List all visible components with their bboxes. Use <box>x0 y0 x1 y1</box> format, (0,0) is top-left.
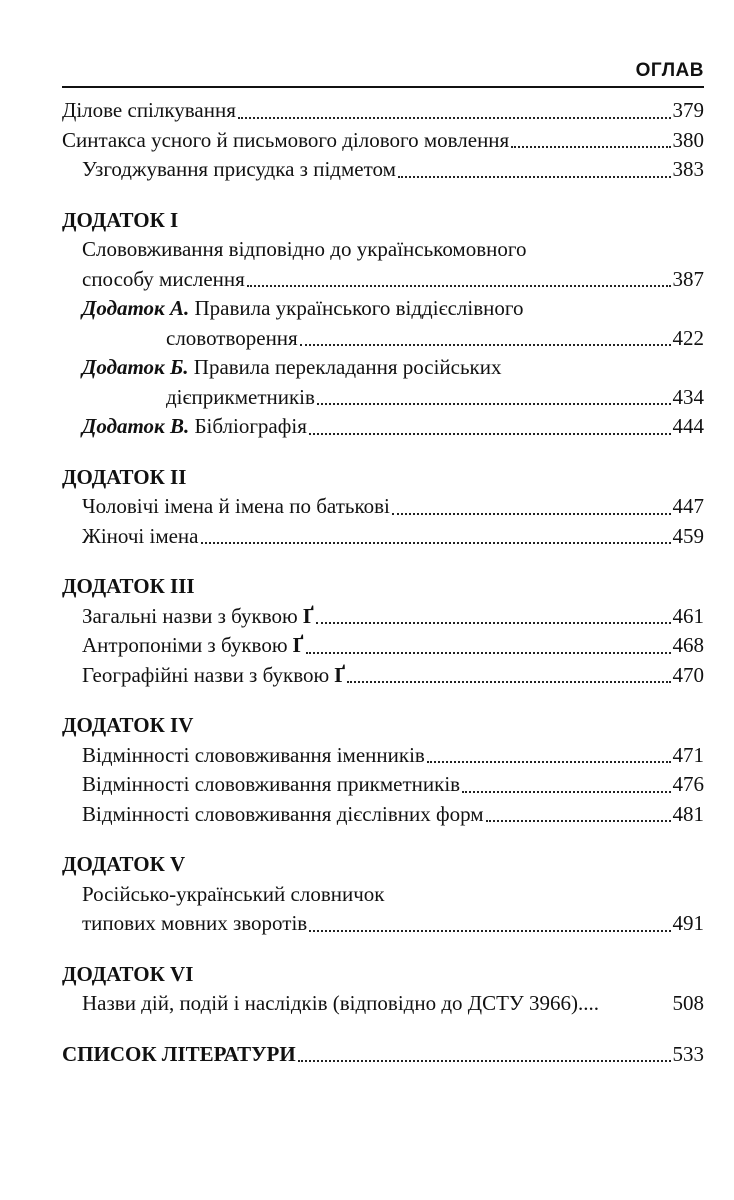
toc-entry-page: 468 <box>672 633 704 657</box>
toc-entry[interactable] <box>62 324 704 354</box>
toc-entry-title: Назви дій, подій і наслідків (відповідно до ДСТУ 3966).... <box>82 991 600 1015</box>
section-heading[interactable]: ДОДАТОК ІІ <box>62 464 187 489</box>
toc-entry-title: Узгоджування присудка з підметом <box>82 157 396 181</box>
toc-entry-page: 491 <box>672 911 704 935</box>
toc-entry-page: 508 <box>672 991 704 1015</box>
toc-entry-title: Ділове спілкування <box>62 98 236 122</box>
appendix-label: Додаток А. <box>82 296 190 320</box>
dot-leader <box>309 433 671 435</box>
toc-entry-title-cont: словотворення <box>166 325 298 350</box>
running-head: ОГЛАВ <box>635 60 704 81</box>
toc-entry[interactable] <box>62 800 704 830</box>
toc-entry-title: Російсько-український словничок <box>82 881 385 906</box>
toc-entry-page: 379 <box>672 98 704 122</box>
toc-entry-title: Антропоніми з буквою <box>82 633 288 657</box>
toc-entry-line1[interactable] <box>62 294 704 324</box>
toc-entry-page: 383 <box>672 157 704 181</box>
toc-entry-line1[interactable] <box>62 353 704 383</box>
dot-leader <box>511 146 670 148</box>
toc-entry-page: 387 <box>672 266 704 291</box>
toc-entry-title: Бібліографія <box>194 414 307 438</box>
toc-entry-line1[interactable] <box>62 880 704 910</box>
toc-entry-title: Синтакса усного й письмового ділового мовлення <box>62 127 510 152</box>
dot-leader <box>247 285 671 287</box>
dot-leader <box>201 542 671 544</box>
toc-entry[interactable] <box>62 661 704 691</box>
letter-ghe: Ґ <box>292 633 304 657</box>
toc-entry[interactable] <box>62 126 704 156</box>
toc-entry[interactable] <box>62 96 704 126</box>
toc-entry-page: 470 <box>672 662 704 687</box>
toc-entry[interactable] <box>62 492 704 522</box>
letter-ghe: Ґ <box>302 603 314 628</box>
toc-entry-title-cont: способу мислення <box>82 266 245 291</box>
dot-leader <box>238 117 671 119</box>
toc-entry-page: 471 <box>672 742 704 767</box>
dot-leader <box>427 761 671 763</box>
toc-entry-page: 481 <box>672 801 704 826</box>
toc-entry-page: 434 <box>672 384 704 409</box>
toc-entry-page: 476 <box>672 772 704 796</box>
toc-entry-title: Географійні назви з буквою <box>82 662 330 687</box>
toc-entry-title: Правила перекладання російських <box>193 355 502 379</box>
toc-entry-title: Жіночі імена <box>82 523 199 548</box>
toc-entry-title: Відмінності слововживання іменників <box>82 742 425 767</box>
section-heading[interactable]: ДОДАТОК ІІІ <box>62 574 195 598</box>
table-of-contents <box>62 96 704 1069</box>
toc-entry[interactable] <box>62 383 704 413</box>
dot-leader <box>306 652 671 654</box>
toc-entry[interactable] <box>62 989 704 1019</box>
dot-leader <box>309 930 670 932</box>
appendix-label: Додаток В. <box>82 414 190 438</box>
toc-entry-page: 447 <box>672 494 704 518</box>
toc-entry[interactable] <box>62 602 704 632</box>
header-rule <box>62 86 704 88</box>
dot-leader <box>316 622 671 624</box>
toc-entry[interactable] <box>62 909 704 939</box>
toc-entry[interactable] <box>62 631 704 661</box>
dot-leader <box>298 1060 671 1062</box>
dot-leader <box>300 344 671 346</box>
toc-entry[interactable] <box>62 155 704 185</box>
letter-ghe: Ґ <box>334 662 346 687</box>
toc-entry-page: 533 <box>672 1041 704 1066</box>
toc-entry-line1[interactable] <box>62 235 704 265</box>
section-heading[interactable]: ДОДАТОК IV <box>62 713 194 737</box>
toc-entry[interactable] <box>62 741 704 771</box>
dot-leader <box>462 791 670 793</box>
toc-entry-title: Загальні назви з буквою <box>82 603 298 628</box>
toc-entry-title: Чоловічі імена й імена по батькові <box>82 494 390 518</box>
toc-entry[interactable] <box>62 770 704 800</box>
toc-entry-title: Відмінності слововживання дієслівних форм <box>82 801 484 826</box>
toc-entry[interactable] <box>62 1040 704 1070</box>
toc-entry[interactable] <box>62 522 704 552</box>
toc-entry-page: 461 <box>672 603 704 628</box>
toc-entry-page: 422 <box>672 325 704 350</box>
toc-entry-title-cont: типових мовних зворотів <box>82 911 308 935</box>
toc-entry-title: Слововживання відповідно до українськомовного <box>82 237 527 261</box>
dot-leader <box>392 513 671 515</box>
toc-entry-page: 380 <box>672 127 704 152</box>
dot-leader <box>347 681 670 683</box>
section-heading[interactable]: ДОДАТОК V <box>62 852 186 876</box>
toc-entry-title: Правила українського віддієслівного <box>194 296 524 320</box>
toc-entry-title: Відмінності слововживання прикметників <box>82 772 461 796</box>
section-heading[interactable]: ДОДАТОК І <box>62 207 179 232</box>
dot-leader <box>486 820 671 822</box>
toc-entry-title-cont: дієприкметників <box>166 384 315 409</box>
toc-entry[interactable] <box>62 412 704 442</box>
section-heading[interactable]: ДОДАТОК VI <box>62 961 194 986</box>
toc-entry[interactable] <box>62 265 704 295</box>
toc-entry-page: 444 <box>672 414 704 438</box>
dot-leader <box>398 176 671 178</box>
toc-entry-page: 459 <box>672 523 704 548</box>
dot-leader <box>317 403 671 405</box>
section-heading: СПИСОК ЛІТЕРАТУРИ <box>62 1041 296 1066</box>
appendix-label: Додаток Б. <box>82 355 189 379</box>
